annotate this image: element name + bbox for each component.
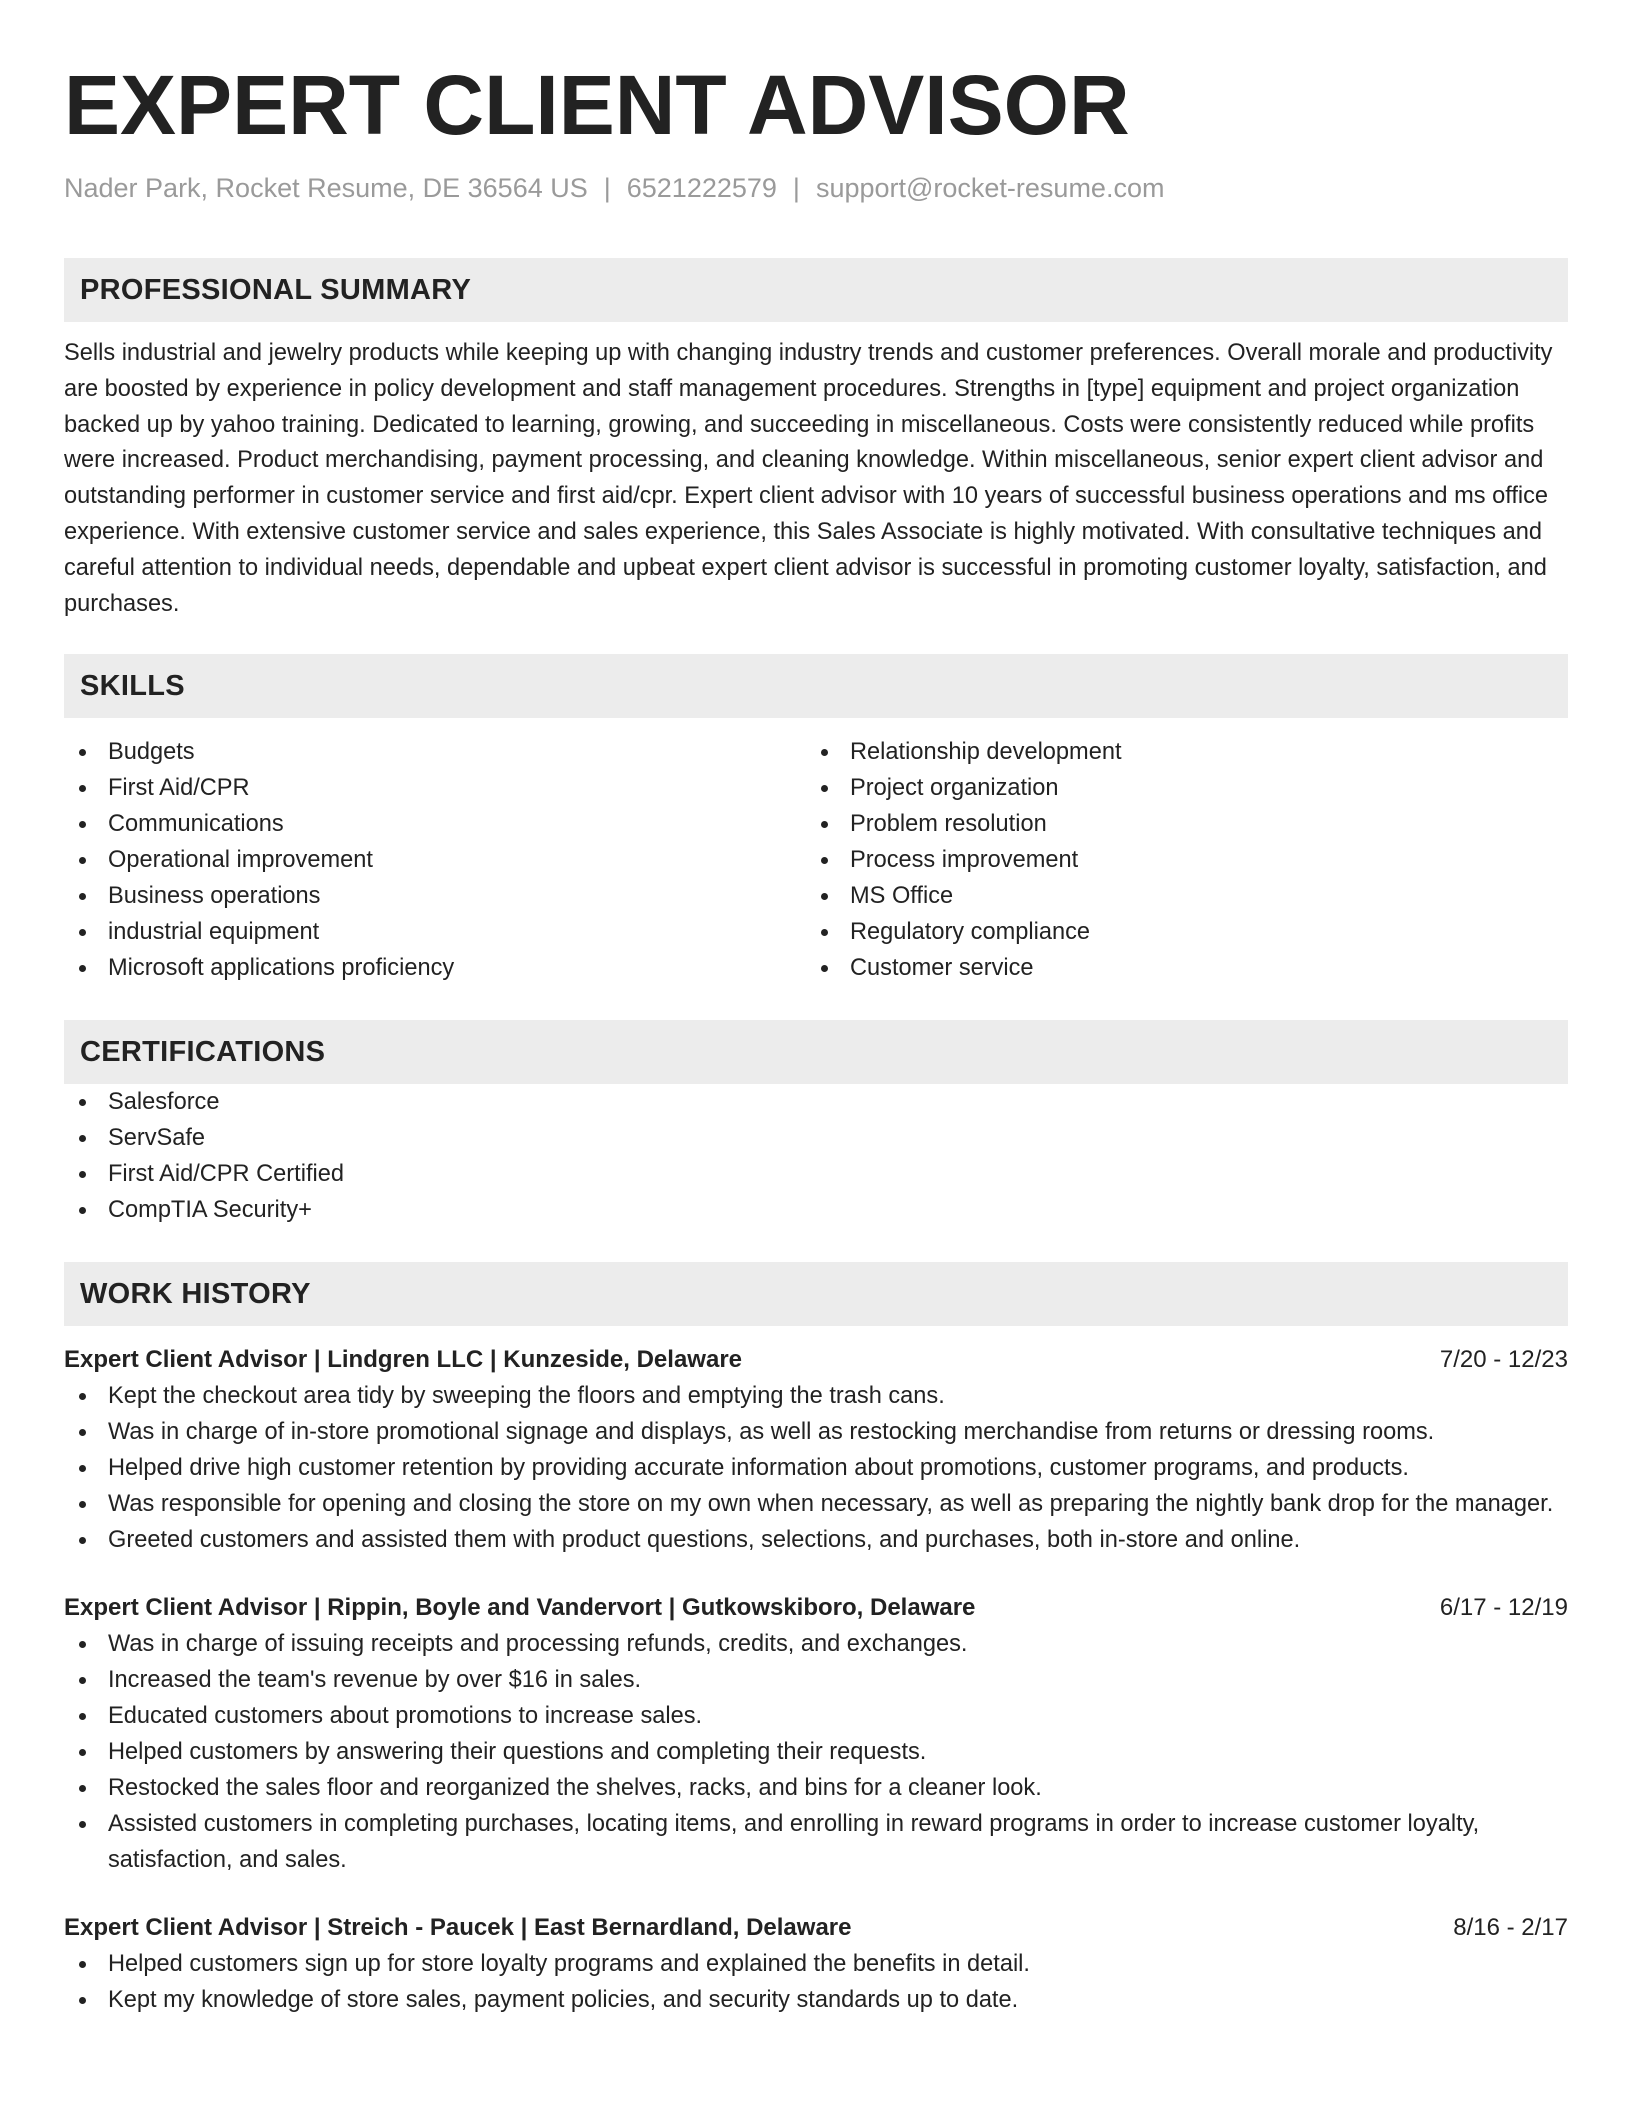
section-title-certifications: CERTIFICATIONS	[80, 1035, 326, 1068]
skills-list-right	[806, 734, 1548, 986]
job-header	[64, 1910, 1568, 1946]
skill-item: Microsoft applications proficiency	[64, 950, 806, 986]
certifications-list	[64, 1084, 1568, 1228]
skill-item: industrial equipment	[64, 914, 806, 950]
certification-item: First Aid/CPR Certified	[64, 1156, 1568, 1192]
resume-name: EXPERT CLIENT ADVISOR	[64, 58, 1130, 152]
skill-item: MS Office	[806, 878, 1548, 914]
job-dates: 7/20 - 12/23	[1439, 1346, 1568, 1374]
job-header	[64, 1342, 1568, 1378]
job-dates: 6/17 - 12/19	[1439, 1594, 1568, 1622]
job-bullet: Increased the team's revenue by over $16 in sales.	[64, 1662, 1568, 1698]
section-title-work-history: WORK HISTORY	[80, 1277, 311, 1310]
skill-item: Business operations	[64, 878, 806, 914]
job-bullet: Was responsible for opening and closing the store on my own when necessary, as well as preparing the nightly bank drop for the manager.	[64, 1486, 1568, 1522]
certification-item: ServSafe	[64, 1120, 1568, 1156]
skill-item: Process improvement	[806, 842, 1548, 878]
skill-item: Project organization	[806, 770, 1548, 806]
job-dates: 8/16 - 2/17	[1453, 1914, 1568, 1942]
job-bullet: Educated customers about promotions to increase sales.	[64, 1698, 1568, 1734]
job-bullets	[64, 1378, 1568, 1558]
skill-item: Operational improvement	[64, 842, 806, 878]
section-title-summary: PROFESSIONAL SUMMARY	[80, 273, 472, 306]
contact-phone: 6521222579	[626, 173, 777, 203]
job-bullets	[64, 1626, 1568, 1878]
job-bullet: Helped drive high customer retention by providing accurate information about promotions, customer programs, and products.	[64, 1450, 1568, 1486]
job-bullet: Assisted customers in completing purchases, locating items, and enrolling in reward programs in order to increase customer loyalty, satisfaction, and sales.	[64, 1806, 1568, 1878]
job-bullet: Helped customers sign up for store loyalty programs and explained the benefits in detail.	[64, 1946, 1568, 1982]
job-bullet: Restocked the sales floor and reorganized the shelves, racks, and bins for a cleaner look.	[64, 1770, 1568, 1806]
contact-address: Nader Park, Rocket Resume, DE 36564 US	[64, 173, 588, 203]
job-entry	[64, 1590, 1568, 1878]
skill-item: First Aid/CPR	[64, 770, 806, 806]
job-bullet: Kept the checkout area tidy by sweeping the floors and emptying the trash cans.	[64, 1378, 1568, 1414]
section-header-certifications	[64, 1020, 1568, 1084]
certification-item: Salesforce	[64, 1084, 1568, 1120]
job-bullet: Was in charge of issuing receipts and processing refunds, credits, and exchanges.	[64, 1626, 1568, 1662]
job-bullets	[64, 1946, 1568, 2018]
job-entry	[64, 1910, 1568, 2018]
skill-item: Relationship development	[806, 734, 1548, 770]
job-bullet: Helped customers by answering their questions and completing their requests.	[64, 1734, 1568, 1770]
section-title-skills: SKILLS	[80, 669, 185, 702]
skill-item: Budgets	[64, 734, 806, 770]
skill-item: Customer service	[806, 950, 1548, 986]
section-header-skills	[64, 654, 1568, 718]
contact-email[interactable]: support@rocket-resume.com	[815, 173, 1165, 203]
skills-grid	[64, 734, 1568, 986]
job-bullet: Greeted customers and assisted them with product questions, selections, and purchases, both in-store and online.	[64, 1522, 1568, 1558]
job-title: Expert Client Advisor | Streich - Paucek | East Bernardland, Delaware	[64, 1914, 852, 1942]
certification-item: CompTIA Security+	[64, 1192, 1568, 1228]
job-title: Expert Client Advisor | Rippin, Boyle and Vandervort | Gutkowskiboro, Delaware	[64, 1594, 976, 1622]
section-header-work-history	[64, 1262, 1568, 1326]
job-bullet: Was in charge of in-store promotional signage and displays, as well as restocking merchandise from returns or dressing rooms.	[64, 1414, 1568, 1450]
job-entry	[64, 1342, 1568, 1558]
skill-item: Communications	[64, 806, 806, 842]
skill-item: Regulatory compliance	[806, 914, 1548, 950]
contact-separator: |	[603, 173, 611, 203]
contact-line	[64, 170, 1568, 206]
job-bullet: Kept my knowledge of store sales, payment policies, and security standards up to date.	[64, 1982, 1568, 2018]
section-header-summary	[64, 258, 1568, 322]
skill-item: Problem resolution	[806, 806, 1548, 842]
contact-separator: |	[792, 173, 800, 203]
job-header	[64, 1590, 1568, 1626]
summary-text: Sells industrial and jewelry products while keeping up with changing industry trends and customer preferences. Overall morale and productivity are boosted by experience in policy development and staff management procedures. Strengths in [type] equipment and project organization backed up by yahoo training. Dedicated to learning, growing, and succeeding in miscellaneous. Costs were consistently reduced while profits were increased. Product merchandising, payment processing, and cleaning knowledge. Within miscellaneous, senior expert client advisor and outstanding performer in customer service and first aid/cpr. Expert client advisor with 10 years of successful business operations and ms office experience. With extensive customer service and sales experience, this Sales Associate is highly motivated. With consultative techniques and careful attention to individual needs, dependable and upbeat expert client advisor is successful in promoting customer loyalty, satisfaction, and purchases.	[64, 340, 1553, 617]
skills-list-left	[64, 734, 806, 986]
job-title: Expert Client Advisor | Lindgren LLC | Kunzeside, Delaware	[64, 1346, 742, 1374]
